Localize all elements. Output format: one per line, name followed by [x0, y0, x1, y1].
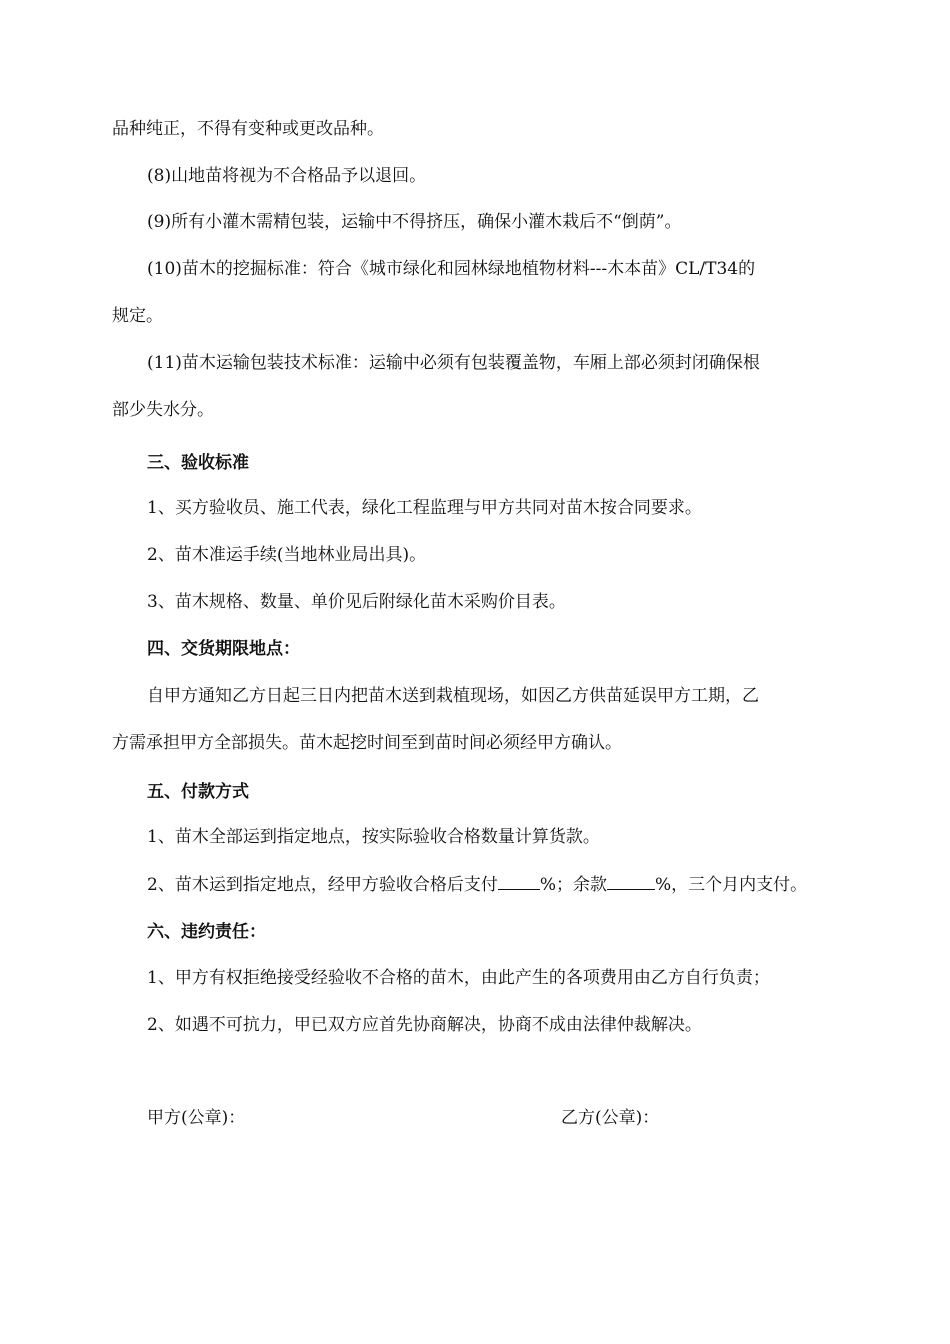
body-line: (10)苗木的挖掘标准：符合《城市绿化和园林绿地植物材料---木本苗》CL/T34的: [147, 259, 756, 279]
payment-terms-line: [147, 872, 807, 897]
list-item: 1、苗木全部运到指定地点，按实际验收合格数量计算货款。: [147, 827, 600, 847]
list-item: 1、甲方有权拒绝接受经验收不合格的苗木，由此产生的各项费用由乙方自行负责；: [147, 968, 770, 988]
body-line: 品种纯正，不得有变种或更改品种。: [112, 119, 384, 139]
list-item: 2、如遇不可抗力，甲已双方应首先协商解决，协商不成由法律仲裁解决。: [147, 1015, 702, 1035]
payment-text-c: %，三个月内支付。: [654, 875, 808, 895]
body-line: (9)所有小灌木需精包装，运输中不得挤压，确保小灌木栽后不“倒荫”。: [147, 212, 682, 232]
party-b-seal-label: 乙方(公章)：: [561, 1108, 660, 1128]
section-heading: 六、违约责任：: [147, 922, 266, 942]
body-line: (8)山地苗将视为不合格品予以退回。: [147, 166, 427, 186]
section-heading: 五、付款方式: [147, 782, 249, 802]
paragraph-line: 方需承担甲方全部损失。苗木起挖时间至到苗时间必须经甲方确认。: [112, 733, 622, 753]
paragraph-line: 自甲方通知乙方日起三日内把苗木送到栽植现场，如因乙方供苗延误甲方工期，乙: [147, 686, 759, 706]
section-heading: 四、交货期限地点：: [147, 639, 300, 659]
body-line: 规定。: [112, 306, 163, 326]
list-item: 1、买方验收员、施工代表，绿化工程监理与甲方共同对苗木按合同要求。: [147, 498, 702, 518]
body-line: (11)苗木运输包装技术标准：运输中必须有包装覆盖物，车厢上部必须封闭确保根: [147, 353, 760, 373]
balance-percent-blank: [607, 872, 655, 890]
party-a-seal-label: 甲方(公章)：: [147, 1108, 246, 1128]
payment-percent-blank: [498, 872, 540, 890]
list-item: 2、苗木准运手续(当地林业局出具)。: [147, 545, 427, 565]
payment-text-b: %；余款: [539, 875, 607, 895]
list-item: 3、苗木规格、数量、单价见后附绿化苗木采购价目表。: [147, 592, 566, 612]
payment-text-a: 2、苗木运到指定地点，经甲方验收合格后支付: [147, 875, 498, 895]
body-line: 部少失水分。: [112, 400, 214, 420]
section-heading: 三、验收标准: [147, 453, 249, 473]
